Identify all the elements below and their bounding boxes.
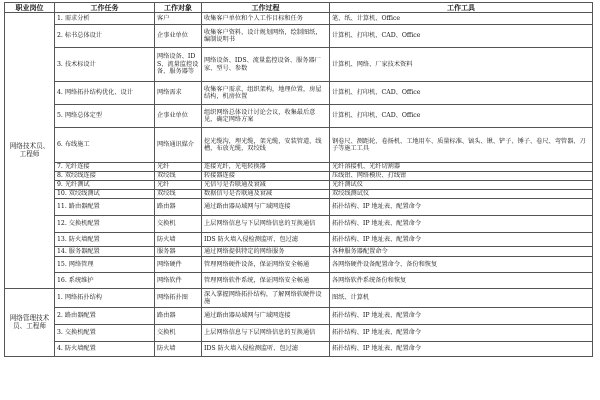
tools-cell: 拓扑结构、IP 地址表、配置命令 xyxy=(330,233,593,247)
table-row xyxy=(5,172,593,181)
process-cell: 通过网络提供特定的网络服务 xyxy=(202,247,330,257)
task-cell: 11. 路由器配置 xyxy=(55,199,155,216)
tools-cell: 计算机、打印机、CAD、Office xyxy=(330,82,593,105)
task-cell: 1. 网络拓扑结构 xyxy=(55,289,155,308)
object-cell: 网络软件 xyxy=(155,273,202,289)
tools-cell: 钢卷尺、测距轮、卷扬机、工地用车、质量标准、镐头、锹、铲子、锤子、卷尺、弯管器、刀子等施工工具 xyxy=(330,128,593,163)
process-cell: 上层网络信息与下层网络信息的互换通信 xyxy=(202,325,330,342)
task-cell: 7. 光纤连接 xyxy=(55,163,155,172)
object-cell: 双绞线 xyxy=(155,190,202,199)
table-row xyxy=(5,233,593,247)
task-cell: 14. 服务器配置 xyxy=(55,247,155,257)
process-cell: IDS 防火墙入侵检测监听、包过滤 xyxy=(202,342,330,357)
task-cell: 6. 布线施工 xyxy=(55,128,155,163)
table-row xyxy=(5,289,593,308)
process-cell: 组织网络总体设计讨论会议，收集最后意见，确定网络方案 xyxy=(202,105,330,128)
table-row xyxy=(5,13,593,25)
job-task-table xyxy=(4,2,593,357)
object-cell: 双绞线 xyxy=(155,172,202,181)
role-cell: 网络管理技术员、工程师 xyxy=(5,289,55,357)
header-tools: 工作工具 xyxy=(330,3,593,13)
table-row xyxy=(5,257,593,273)
header-row xyxy=(5,3,593,13)
process-cell: 挖光缆沟，埋光缆，架光缆，安装管道，线槽，布放光缆，双绞线 xyxy=(202,128,330,163)
table-row xyxy=(5,342,593,357)
object-cell: 网络拓扑图 xyxy=(155,289,202,308)
process-cell: 通过路由器局域网与广域网连接 xyxy=(202,199,330,216)
task-cell: 4. 防火墙配置 xyxy=(55,342,155,357)
tools-cell: 拓扑结构、IP 地址表、配置命令 xyxy=(330,342,593,357)
tools-cell: 拓扑结构、IP 地址表、配置命令 xyxy=(330,325,593,342)
header-process: 工作过程 xyxy=(202,3,330,13)
table-row xyxy=(5,181,593,190)
table-row xyxy=(5,273,593,289)
process-cell: 深入掌握网络拓扑结构，了解网络软硬件设施 xyxy=(202,289,330,308)
tools-cell: 各种服务器配置命令 xyxy=(330,247,593,257)
object-cell: 路由器 xyxy=(155,199,202,216)
tools-cell: 光纤测试仪 xyxy=(330,181,593,190)
task-cell: 4. 网络拓扑结构优化、设计 xyxy=(55,82,155,105)
process-cell: 通过路由器局域网与广域网连接 xyxy=(202,308,330,325)
task-cell: 3. 交换机配置 xyxy=(55,325,155,342)
process-cell: 收集客户资料，设计规划网络，绘制图纸，编制说明书 xyxy=(202,25,330,48)
tools-cell: 各网络硬件设备配置命令、备份和恢复 xyxy=(330,257,593,273)
process-cell: 收集客户需求，组织架构，地理位置，房屋结构，机房位置 xyxy=(202,82,330,105)
task-cell: 2. 标书总体设计 xyxy=(55,25,155,48)
task-cell: 8. 双绞线连接 xyxy=(55,172,155,181)
tools-cell: 笔、纸、计算机、Office xyxy=(330,13,593,25)
tools-cell: 拓扑结构、IP 地址表、配置命令 xyxy=(330,216,593,233)
task-cell: 2. 路由器配置 xyxy=(55,308,155,325)
object-cell: 光纤 xyxy=(155,181,202,190)
process-cell: 上层网络信息与下层网络信息的互换通信 xyxy=(202,216,330,233)
object-cell: 服务器 xyxy=(155,247,202,257)
tools-cell: 计算机、打印机、CAD、Office xyxy=(330,105,593,128)
header-role: 职业岗位 xyxy=(5,3,55,13)
task-cell: 5. 网络总体定型 xyxy=(55,105,155,128)
table-row xyxy=(5,247,593,257)
object-cell: 企事业单位 xyxy=(155,105,202,128)
table-row xyxy=(5,128,593,163)
table-row xyxy=(5,308,593,325)
table-row xyxy=(5,163,593,172)
object-cell: 交换机 xyxy=(155,216,202,233)
process-cell: 转接器连接 xyxy=(202,172,330,181)
process-cell: IDS 防火墙入侵检测监听、包过滤 xyxy=(202,233,330,247)
object-cell: 网络硬件 xyxy=(155,257,202,273)
task-cell: 12. 交换机配置 xyxy=(55,216,155,233)
object-cell: 防火墙 xyxy=(155,233,202,247)
task-cell: 3. 技术标设计 xyxy=(55,48,155,82)
object-cell: 网络设备、IDS、流量监控设备、服务器等 xyxy=(155,48,202,82)
tools-cell: 双绞线测试仪 xyxy=(330,190,593,199)
process-cell: 收集客户单位和个人工作目标和任务 xyxy=(202,13,330,25)
table-row xyxy=(5,82,593,105)
task-cell: 10. 双绞线测试 xyxy=(55,190,155,199)
table-row xyxy=(5,48,593,82)
task-cell: 13. 防火墙配置 xyxy=(55,233,155,247)
process-cell: 管理网络软件系统，保证网络安全畅通 xyxy=(202,273,330,289)
object-cell: 网络通讯媒介 xyxy=(155,128,202,163)
tools-cell: 计算机、打印机、CAD、Office xyxy=(330,25,593,48)
object-cell: 光纤 xyxy=(155,163,202,172)
tools-cell: 拓扑结构、IP 地址表、配置命令 xyxy=(330,199,593,216)
object-cell: 交换机 xyxy=(155,325,202,342)
tools-cell: 压线钳、网络模块、打线钳 xyxy=(330,172,593,181)
process-cell: 网络设备、IDS、流量监控设备、服务器厂家、型号、参数 xyxy=(202,48,330,82)
process-cell: 光信号是否联通及衰减 xyxy=(202,181,330,190)
object-cell: 防火墙 xyxy=(155,342,202,357)
table-row xyxy=(5,216,593,233)
task-cell: 1. 需求分析 xyxy=(55,13,155,25)
table-row xyxy=(5,190,593,199)
tools-cell: 计算机、网络、厂家技术资料 xyxy=(330,48,593,82)
object-cell: 客户 xyxy=(155,13,202,25)
tools-cell: 各网络软件系统备份和恢复 xyxy=(330,273,593,289)
tools-cell: 图纸、计算机 xyxy=(330,289,593,308)
table-row xyxy=(5,199,593,216)
header-task: 工作任务 xyxy=(55,3,155,13)
object-cell: 路由器 xyxy=(155,308,202,325)
task-cell: 16. 系统维护 xyxy=(55,273,155,289)
object-cell: 网络需求 xyxy=(155,82,202,105)
table-row xyxy=(5,105,593,128)
task-cell: 9. 光纤测试 xyxy=(55,181,155,190)
process-cell: 数据信号是否联通及衰减 xyxy=(202,190,330,199)
process-cell: 连接光纤，光电转换器 xyxy=(202,163,330,172)
tools-cell: 光纤溶接机、光纤切割器 xyxy=(330,163,593,172)
header-object: 工作对象 xyxy=(155,3,202,13)
table-row xyxy=(5,25,593,48)
role-cell: 网络技术员、工程师 xyxy=(5,13,55,289)
tools-cell: 拓扑结构、IP 地址表、配置命令 xyxy=(330,308,593,325)
task-cell: 15. 网络管理 xyxy=(55,257,155,273)
object-cell: 企事业单位 xyxy=(155,25,202,48)
process-cell: 管理网络硬件设备，保证网络安全畅通 xyxy=(202,257,330,273)
table-row xyxy=(5,325,593,342)
